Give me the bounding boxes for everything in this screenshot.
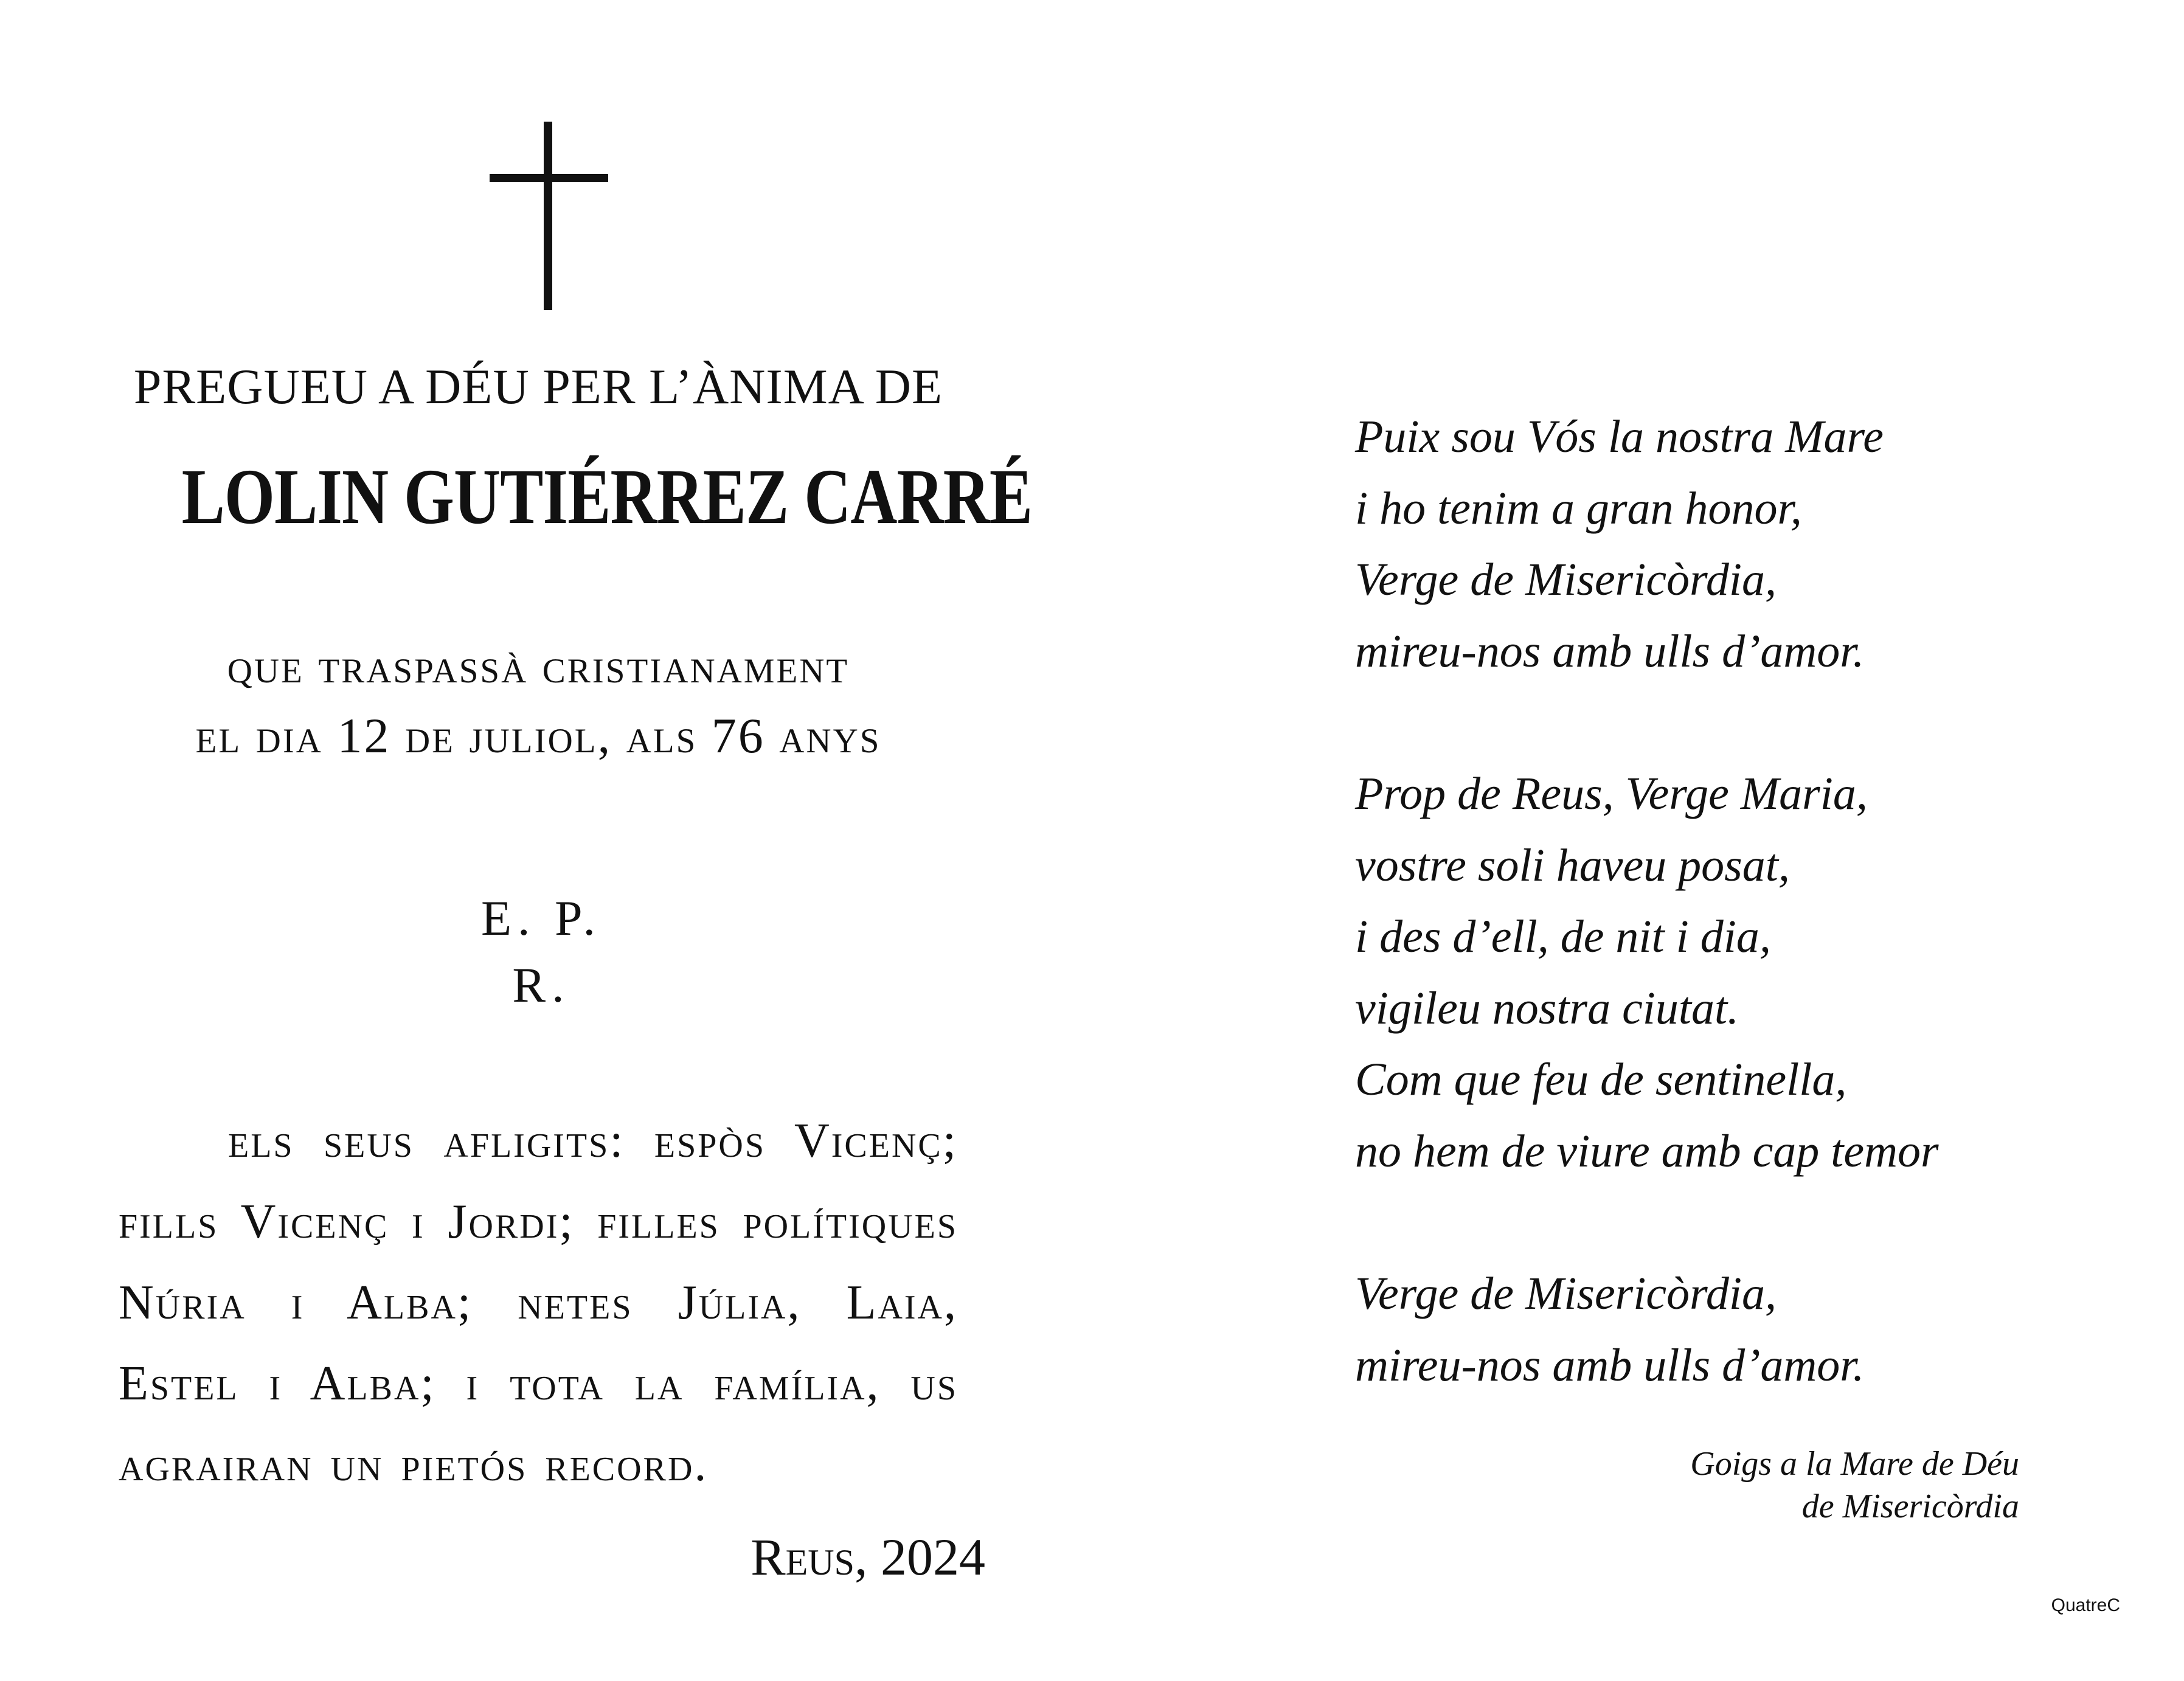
poem [1355, 401, 1963, 1401]
poem-stanza-1 [1355, 401, 1963, 687]
place-year: Reus, 2024 [751, 1528, 985, 1586]
poem-line: Prop de Reus, Verge Maria, [1355, 768, 1868, 819]
poem-stanza-2 [1355, 758, 1963, 1187]
poem-source-line-1: Goigs a la Mare de Déu [1690, 1445, 2019, 1483]
poem-line: vigileu nostra ciutat. [1355, 982, 1739, 1034]
passing-line-1: que traspassà cristianament [227, 638, 850, 693]
poem-line: Com que feu de sentinella, [1355, 1054, 1847, 1105]
family-text: els seus afligits: espòs Vicenç; fills Vicenç i Jordi; filles polítiques Núria i Alba; netes Júlia, Laia, Estel i Alba; i tota la família, us agrairan un pietós record. [119, 1114, 958, 1491]
deceased-name: LOLIN GUTIÉRREZ CARRÉ [181, 453, 1033, 541]
poem-line: Verge de Misericòrdia, [1355, 1268, 1777, 1319]
poem-line: mireu-nos amb ulls d’amor. [1355, 625, 1865, 677]
poem-line: vostre soli haveu posat, [1355, 839, 1790, 891]
poem-source [1520, 1443, 2019, 1528]
poem-source-line-2: de Misericòrdia [1801, 1488, 2019, 1525]
printer-mark: QuatreC [2051, 1595, 2120, 1615]
epr-text: E. P. R. [480, 890, 602, 1013]
poem-line: i ho tenim a gran honor, [1355, 482, 1802, 534]
cross-icon [490, 122, 608, 310]
poem-line: i des d’ell, de nit i dia, [1355, 911, 1771, 962]
poem-line: Verge de Misericòrdia, [1355, 554, 1777, 605]
poem-stanza-3 [1355, 1258, 1963, 1401]
prayer-heading: PREGUEU A DÉU PER L’ÀNIMA DE [133, 359, 943, 414]
passing-line-2: el dia 12 de juliol, als 76 anys [195, 708, 881, 763]
poem-line: mireu-nos amb ulls d’amor. [1355, 1339, 1865, 1391]
poem-line: Puix sou Vós la nostra Mare [1355, 411, 1884, 462]
poem-line: no hem de viure amb cap temor [1355, 1125, 1939, 1177]
